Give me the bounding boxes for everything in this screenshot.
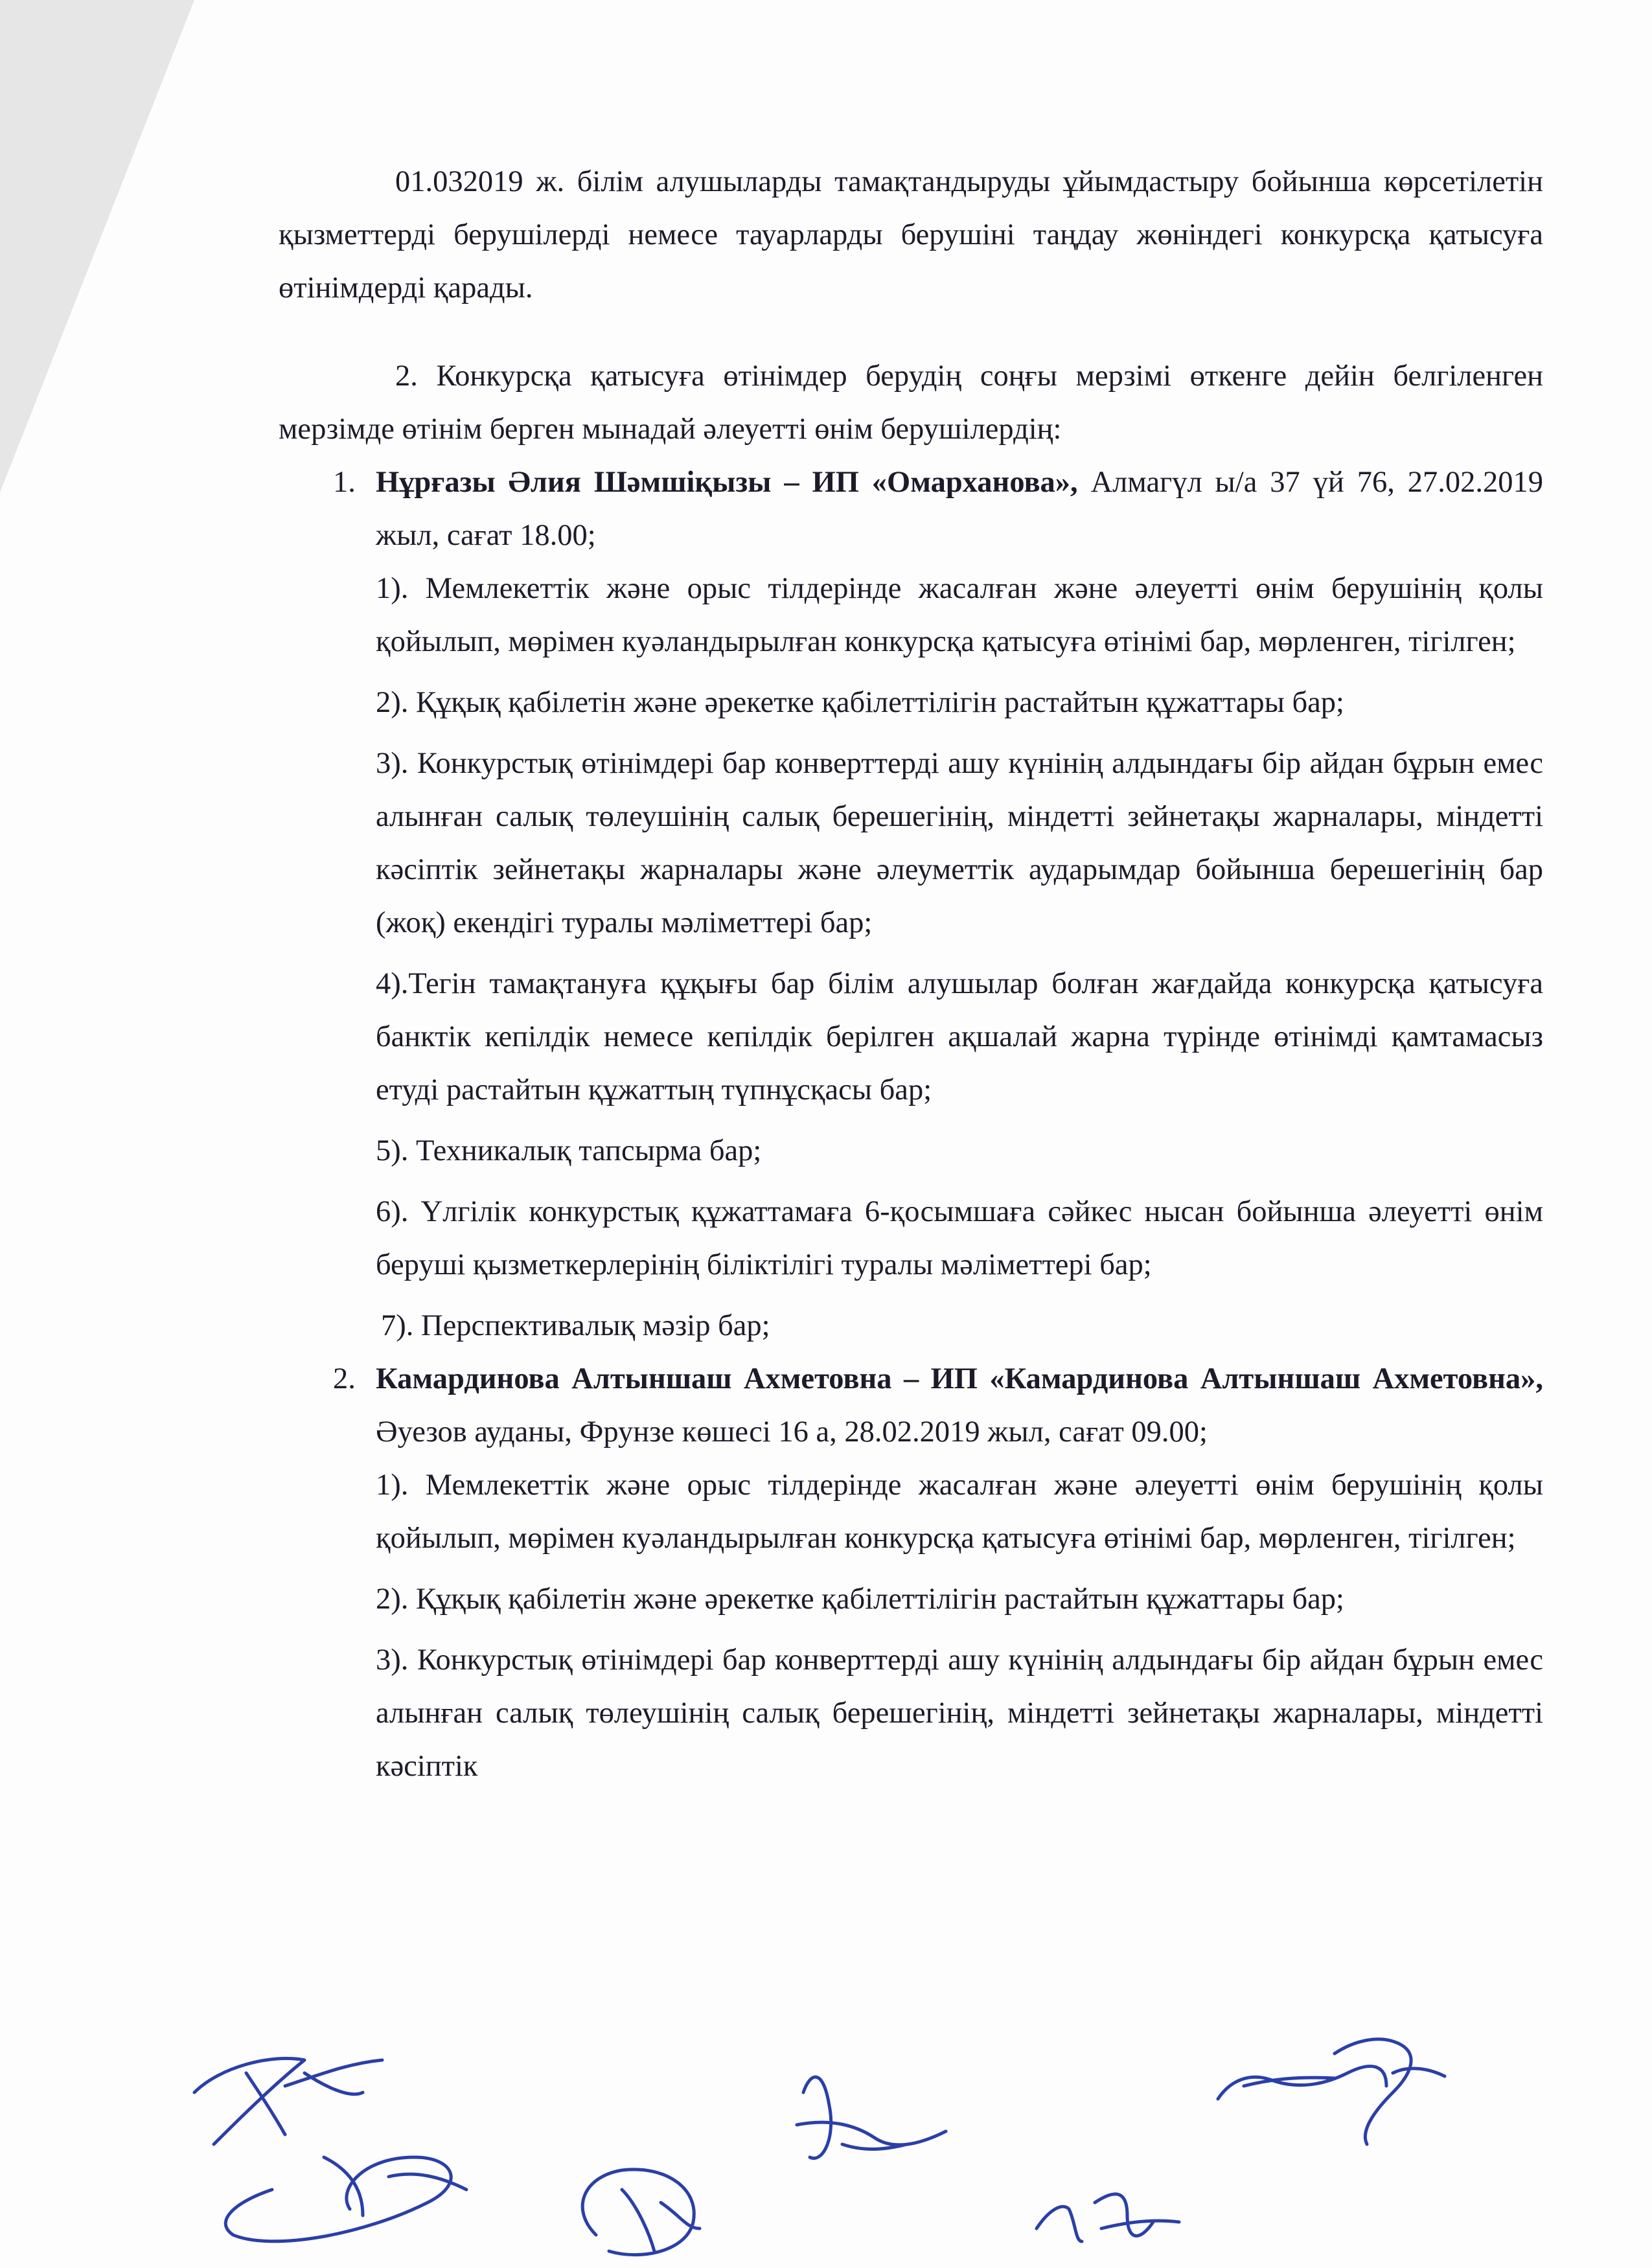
signature-2 [225,2157,466,2241]
list-item: 3). Конкурстық өтінімдері бар конверттерді ашу күнінің алдындағы бір айдан бұрын емес алынған салық төлеушінің салық берешегінің, міндетті зейнетақы жарналары, міндетті кәсіптік зейнетақы жарналары және әлеуметтік аударымдар бойынша берешегінің бар (жоқ) екендігі туралы мәліметтері бар; [376,747,1543,939]
supplier-name: Камардинова Алтыншаш Ахметовна – ИП «Камардинова Алтыншаш Ахметовна», [376,1362,1543,1395]
signature-6 [1218,2067,1386,2099]
list-item: 5). Техникалық тапсырма бар; [376,1134,762,1167]
list-item: 6). Үлгілік конкурстық құжаттамаға 6-қосымшаға сәйкес нысан бойынша әлеуетті өнім беруші қызметкерлерінің біліктілігі туралы мәліметтері бар; [376,1195,1543,1281]
supplier-details: Алмагүл ы/а 37 үй 76, 27.02.2019 жыл, сағат 18.00; [376,466,1543,552]
signatures-area [0,1995,1652,2268]
supplier-number: 1. [333,466,356,499]
supplier-name: Нұрғазы Әлия Шәмшіқызы – ИП «Омарханова», [376,466,1078,499]
supplier-1-items [279,562,1543,1353]
list-item: 1). Мемлекеттік және орыс тілдерінде жасалған және әлеуетті өнім берушінің қолы қойылып, мөрімен куәландырылған конкурсқа қатысуға өтінімі бар, мөрленген, тігілген; [376,1469,1543,1555]
supplier-heading [376,456,1543,562]
signatures-svg [0,1995,1652,2268]
list-item: 2). Құқық қабілетін және әрекетке қабілеттілігін растайтын құжаттары бар; [376,686,1344,719]
supplier-2 [279,1353,1543,1459]
list-item: 4).Тегін тамақтануға құқығы бар білім алушылар болған жағдайда конкурсқа қатысуға банктік кепілдік немесе кепілдік берілген ақшалай жарна түрінде өтінімді қамтамасыз етуді растайтын құжаттың түпнұсқасы бар; [376,967,1543,1106]
supplier-2-items [279,1459,1543,1793]
supplier-1 [279,456,1543,562]
supplier-heading [376,1353,1543,1459]
section-2-paragraph: 2. Конкурсқа қатысуға өтінімдер берудің соңғы мерзімі өткенге дейін белгіленген мерзімде өтінім берген мынадай әлеуетті өнім берушілердің: [279,360,1543,446]
list-item: 3). Конкурстық өтінімдері бар конверттерді ашу күнінің алдындағы бір айдан бұрын емес алынған салық төлеушінің салық берешегінің, міндетті зейнетақы жарналары, міндетті кәсіптік [376,1644,1543,1783]
document-body [279,155,1543,1793]
signature-5 [1037,2194,1179,2241]
signature-4 [797,2077,946,2158]
signature-7 [1335,2039,1445,2144]
intro-paragraph: 01.032019 ж. білім алушыларды тамақтандыруды ұйымдастыру бойынша көрсетілетін қызметтерді берушілерді немесе тауарларды берушіні таңдау жөніндегі конкурсқа қатысуға өтінімдерді қарады. [279,165,1543,304]
supplier-number: 2. [333,1362,356,1395]
list-item: 7). Перспективалық мәзір бар; [381,1309,770,1342]
signature-3 [582,2170,700,2255]
scan-shadow [0,0,194,492]
list-item: 2). Құқық қабілетін және әрекетке қабілеттілігін растайтын құжаттары бар; [376,1583,1344,1616]
supplier-details: Әуезов ауданы, Фрунзе көшесі 16 а, 28.02.2019 жыл, сағат 09.00; [376,1415,1208,1449]
list-item: 1). Мемлекеттік және орыс тілдерінде жасалған және әлеуетті өнім берушінің қолы қойылып, мөрімен куәландырылған конкурсқа қатысуға өтінімі бар, мөрленген, тігілген; [376,572,1543,658]
signature-1 [194,2058,382,2144]
